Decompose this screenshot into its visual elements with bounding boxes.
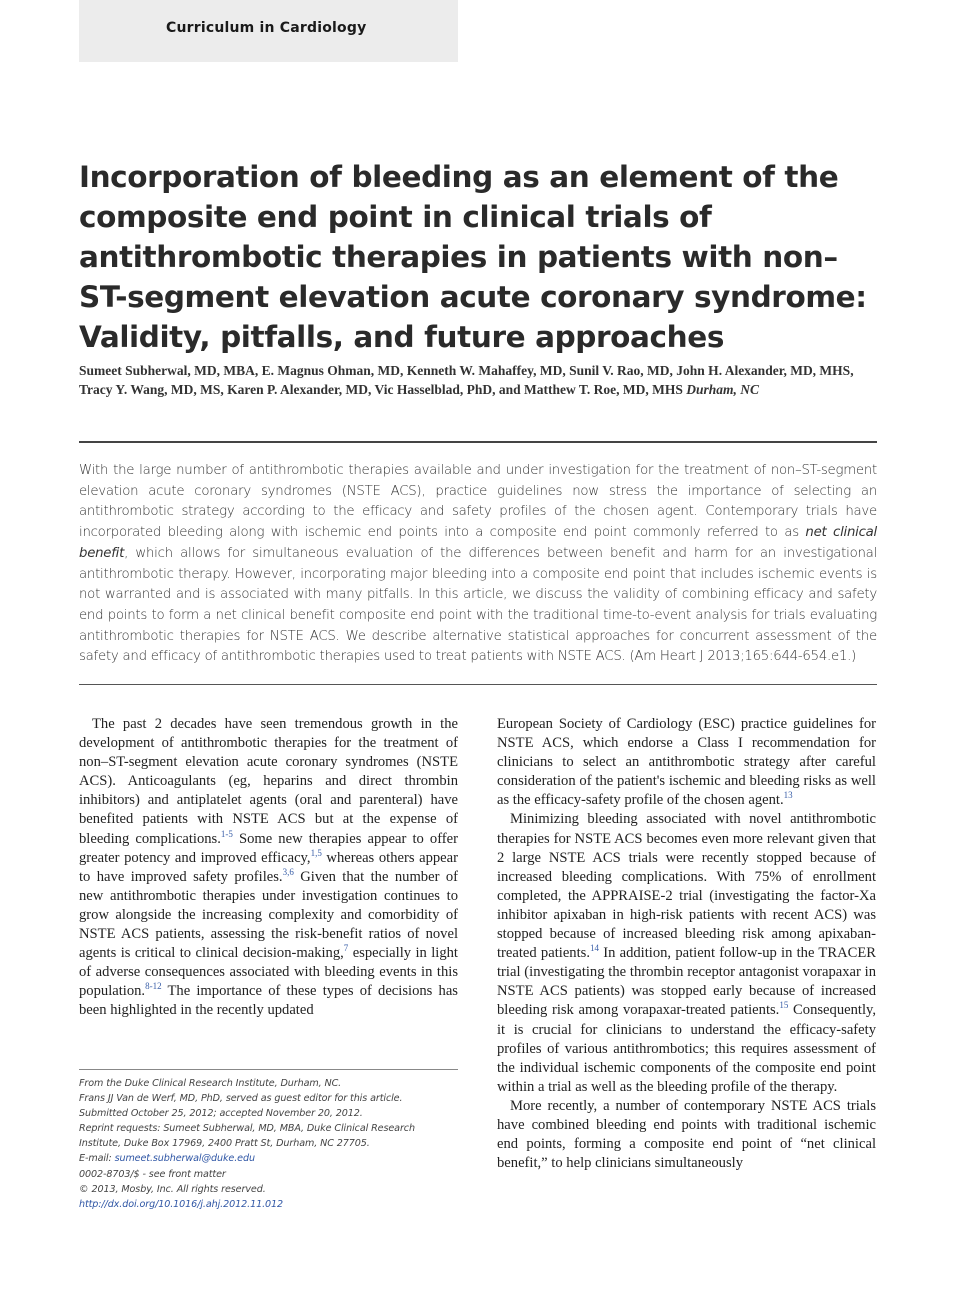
divider-bottom — [79, 684, 877, 685]
footnote-submitted: Submitted October 25, 2012; accepted November 20, 2012. — [79, 1108, 363, 1120]
body-text: The importance of these types of decisions has been highlighted in the recently updated — [79, 983, 458, 1019]
footnote-divider — [79, 1069, 458, 1070]
body-text: whereas others appear to have improved safety profiles. — [79, 849, 458, 885]
abstract — [79, 461, 877, 668]
citation-link[interactable]: 3,6 — [282, 866, 294, 877]
divider-top — [79, 441, 877, 443]
footnote-doi — [79, 1197, 458, 1212]
section-header — [79, 0, 458, 62]
body-text: Minimizing bleeding associated with novel antithrombotic therapies for NSTE ACS becomes even more relevant given that 2 large NSTE ACS trials were recently stopped because of increased bleeding complications. With 75% of enrollment completed, the APPRAISE-2 trial (investigating the factor-Xa inhibitor apixaban in high-risk patients with recent ACS) was stopped because of increased bleeding risk among apixaban-treated patients. — [497, 811, 876, 962]
body-text: More recently, a number of contemporary NSTE ACS trials have combined bleeding end points with traditional ischemic end points, forming a composite end point of “net clinical benefit,” to help clinicians simultaneously — [497, 1097, 876, 1172]
authors-names: Sumeet Subherwal, MD, MBA, E. Magnus Ohman, MD, Kenneth W. Mahaffey, MD, Sunil V. Rao, MD, John H. Alexander, MD, MHS, Tracy Y. Wang, MD, MS, Karen P. Alexander, MD, Vic Hasselblad, PhD, and Matthew T. Roe, MD, MHS — [79, 363, 854, 397]
abstract-emphasis: net clinical benefit — [79, 525, 877, 561]
author-list — [79, 361, 879, 399]
body-paragraph — [79, 715, 458, 1021]
body-paragraph — [497, 715, 876, 810]
footnote-affiliation: From the Duke Clinical Research Institute, Durham, NC. — [79, 1078, 342, 1089]
body-column-right — [497, 715, 876, 1173]
email-label: E-mail: — [79, 1153, 115, 1165]
footnote-issn: 0002-8703/$ - see front matter — [79, 1168, 226, 1180]
footnote-email — [79, 1151, 458, 1166]
footnote-guest-editor: Frans JJ Van de Werf, MD, PhD, served as guest editor for this article. — [79, 1093, 403, 1105]
body-text: Consequently, it is crucial for clinicians to understand the efficacy-safety profiles of various antithrombotics; this requires assessment of the individual ischemic components of the composite end point within a trial as well as the bleeding profile of the therapy. — [497, 1002, 876, 1095]
abstract-text-1: With the large number of antithrombotic therapies available and under investigation for the treatment of non–ST-segment elevation acute coronary syndromes (NSTE ACS), practice guidelines now stress the importance of selecting an antithrombotic strategy according to the efficacy and safety profiles of the chosen agent. Contemporary trials have incorporated bleeding along with ischemic end points into a composite end point commonly referred to as — [79, 463, 877, 541]
citation-link[interactable]: 8-12 — [145, 981, 162, 992]
body-text: In addition, patient follow-up in the TRACER trial (investigating the thrombin receptor antagonist vorapaxar in NSTE ACS patients) was stopped early because of increased bleeding risk among vorapaxar-treated patients. — [497, 945, 876, 1019]
article-title: Incorporation of bleeding as an element of the composite end point in clinical trials of antithrombotic therapies in patients with non–ST-segment elevation acute coronary syndrome: Validity, pitfalls, and future approaches — [79, 160, 867, 354]
body-text: European Society of Cardiology (ESC) practice guidelines for NSTE ACS, which endorse a Class I recommendation for clinicians to select an antithrombotic strategy after careful consideration of the patient's ischemic and bleeding risks as well as the efficacy-safety profile of the chosen agent. — [497, 716, 876, 809]
body-text: Some new therapies appear to offer greater potency and improved efficacy, — [79, 830, 459, 866]
body-text: Given that the number of new antithrombotic therapies under investigation continues to grow alongside the increasing complexity and comorbidity of NSTE ACS patients, assessing the risk-benefit ratios of novel agents is critical to clinical decision-making, — [79, 868, 458, 962]
citation-link[interactable]: 1-5 — [220, 828, 233, 839]
doi-link[interactable]: http://dx.doi.org/10.1016/j.ahj.2012.11.012 — [79, 1198, 284, 1210]
citation-link[interactable]: 1,5 — [310, 847, 322, 858]
abstract-text-2: , which allows for simultaneous evaluation of the differences between benefit and harm for an investigational antithrombotic therapy. However, incorporating major bleeding into a composite end point that includes ischemic events is not warranted and is associated with many pitfalls. In this article, we discuss the validity of combining efficacy and safety end points to form a net clinical benefit composite end point with the traditional time-to-event analysis for trials evaluating antithrombotic therapies for NSTE ACS. We describe alternative statistical approaches for concurrent assessment of the safety and efficacy of antithrombotic therapies used to treat patients with NSTE ACS. (Am Heart J 2013;165:644-654.e1.) — [79, 545, 877, 665]
body-text: especially in light of adverse consequences associated with bleeding events in this population. — [79, 945, 458, 1000]
email-link[interactable]: sumeet.subherwal@duke.edu — [114, 1153, 255, 1165]
citation-link[interactable]: 13 — [783, 790, 793, 801]
section-label: Curriculum in Cardiology — [166, 20, 367, 36]
footnote-copyright: © 2013, Mosby, Inc. All rights reserved. — [79, 1183, 266, 1195]
body-paragraph — [497, 810, 876, 1096]
footnote-reprint: Reprint requests: Sumeet Subherwal, MD, MBA, Duke Clinical Research Institute, Duke Box 17969, 2400 Pratt St, Durham, NC 27705. — [79, 1123, 415, 1150]
body-column-left — [79, 715, 458, 1021]
citation-link[interactable]: 15 — [779, 1000, 789, 1011]
citation-link[interactable]: 14 — [589, 943, 599, 954]
body-paragraph — [497, 1097, 876, 1173]
citation-link[interactable]: 7 — [343, 943, 349, 954]
body-text: The past 2 decades have seen tremendous growth in the development of antithrombotic therapies for the treatment of non–ST-segment elevation acute coronary syndromes (NSTE ACS). Anticoagulants (eg, heparins and direct thrombin inhibitors) and antiplatelet agents (oral and parenteral) have benefited patients with NSTE ACS but at the expense of bleeding complications. — [79, 716, 458, 847]
footnotes — [79, 1076, 458, 1212]
author-location: Durham, NC — [686, 382, 760, 397]
